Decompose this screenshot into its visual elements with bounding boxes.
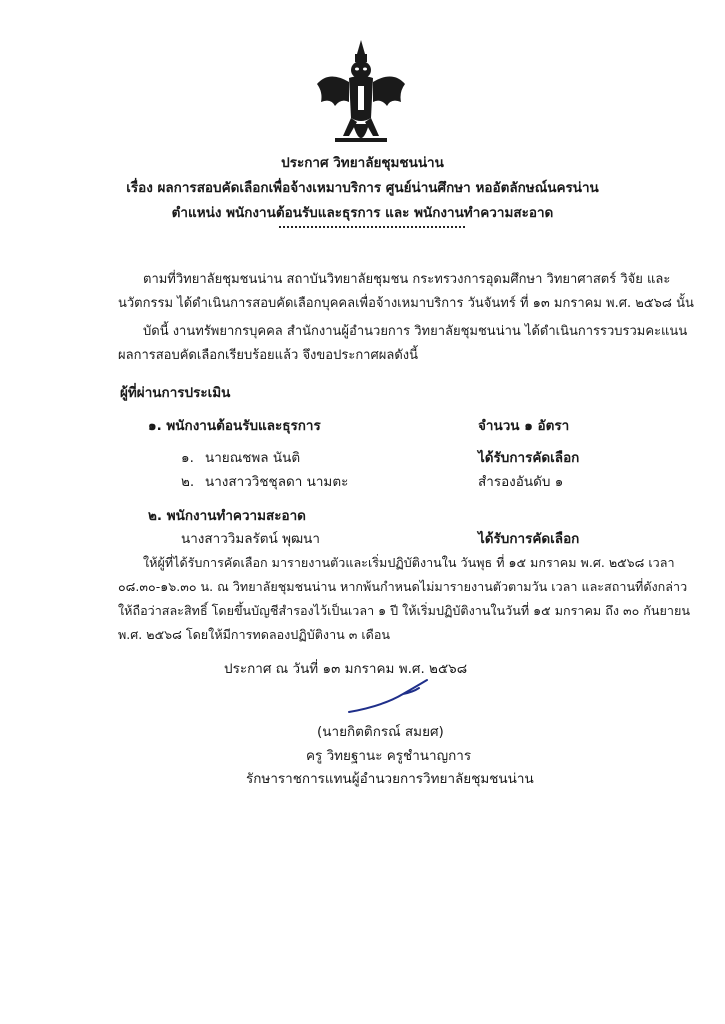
signer-title: ครู วิทยฐานะ ครูชำนาญการ	[306, 748, 472, 764]
position-1-person-1-status: ได้รับการคัดเลือก	[478, 450, 580, 466]
paragraph-1-line-1: ตามที่วิทยาลัยชุมชนน่าน สถาบันวิทยาลัยชุมชน กระทรวงการอุดมศึกษา วิทยาศาสตร์ วิจัย และ	[143, 272, 671, 287]
dotted-divider	[279, 226, 465, 228]
signature-image	[343, 676, 439, 716]
position-1-person-1-name: นายณชพล นันติ	[205, 450, 301, 466]
announcement-date: ประกาศ ณ วันที่ ๑๓ มกราคม พ.ศ. ๒๕๖๘	[224, 661, 468, 677]
signer-name: (นายกิตติกรณ์ สมยศ)	[317, 724, 444, 740]
position-1-person-1-number: ๑.	[181, 450, 194, 466]
position-1-person-2-status: สำรองอันดับ ๑	[478, 474, 564, 490]
paragraph-2-line-1: บัดนี้ งานทรัพยากรบุคคล สำนักงานผู้อำนวยการ วิทยาลัยชุมชนน่าน ได้ดำเนินการรวบรวมคะแนน	[143, 324, 688, 339]
position-2-person-name: นางสาววิมลรัตน์ พุฒนา	[181, 531, 320, 547]
announcement-subject: เรื่อง ผลการสอบคัดเลือกเพื่อจ้างเหมาบริการ ศูนย์น่านศึกษา หออัตลักษณ์นครน่าน	[126, 180, 599, 196]
announcement-position: ตำแหน่ง พนักงานต้อนรับและธุรการ และ พนักงานทำความสะอาด	[171, 205, 554, 221]
closing-line-1: ให้ผู้ที่ได้รับการคัดเลือก มารายงานตัวและเริ่มปฏิบัติงานใน วันพุธ ที่ ๑๕ มกราคม พ.ศ. ๒๕๖๘ เวลา	[143, 555, 675, 570]
closing-line-4: พ.ศ. ๒๕๖๘ โดยให้มีการทดลองปฏิบัติงาน ๓ เดือน	[118, 627, 391, 642]
position-2-person-status: ได้รับการคัดเลือก	[478, 531, 580, 547]
position-2-title: ๒. พนักงานทำความสะอาด	[148, 508, 306, 524]
closing-line-2: ๐๘.๓๐-๑๖.๓๐ น. ณ วิทยาลัยชุมชนน่าน หากพ้นกำหนดไม่มารายงานตัวตามวัน เวลา และสถานที่ดังกล่าว	[118, 579, 688, 594]
garuda-emblem-icon	[313, 40, 409, 152]
position-1-person-2-number: ๒.	[181, 474, 195, 490]
position-1-count: จำนวน ๑ อัตรา	[478, 418, 570, 434]
results-heading: ผู้ที่ผ่านการประเมิน	[120, 385, 231, 401]
closing-line-3: ให้ถือว่าสละสิทธิ์ โดยขึ้นบัญชีสำรองไว้เป็นเวลา ๑ ปี ให้เริ่มปฏิบัติงานในวันที่ ๑๕ มกราคม ถึง ๓๐ กันยายน	[118, 603, 690, 618]
paragraph-1-line-2: นวัตกรรม ได้ดำเนินการสอบคัดเลือกบุคคลเพื่อจ้างเหมาบริการ วันจันทร์ ที่ ๑๓ มกราคม พ.ศ. ๒๕๖๘ นั้น	[118, 296, 694, 311]
signer-role: รักษาราชการแทนผู้อำนวยการวิทยาลัยชุมชนน่าน	[246, 771, 534, 787]
position-1-person-2-name: นางสาววิชชุลดา นามตะ	[205, 474, 349, 490]
announcement-title: ประกาศ วิทยาลัยชุมชนน่าน	[281, 155, 444, 171]
paragraph-2-line-2: ผลการสอบคัดเลือกเรียบร้อยแล้ว จึงขอประกาศผลดังนี้	[118, 348, 418, 363]
position-1-title: ๑. พนักงานต้อนรับและธุรการ	[148, 418, 321, 434]
